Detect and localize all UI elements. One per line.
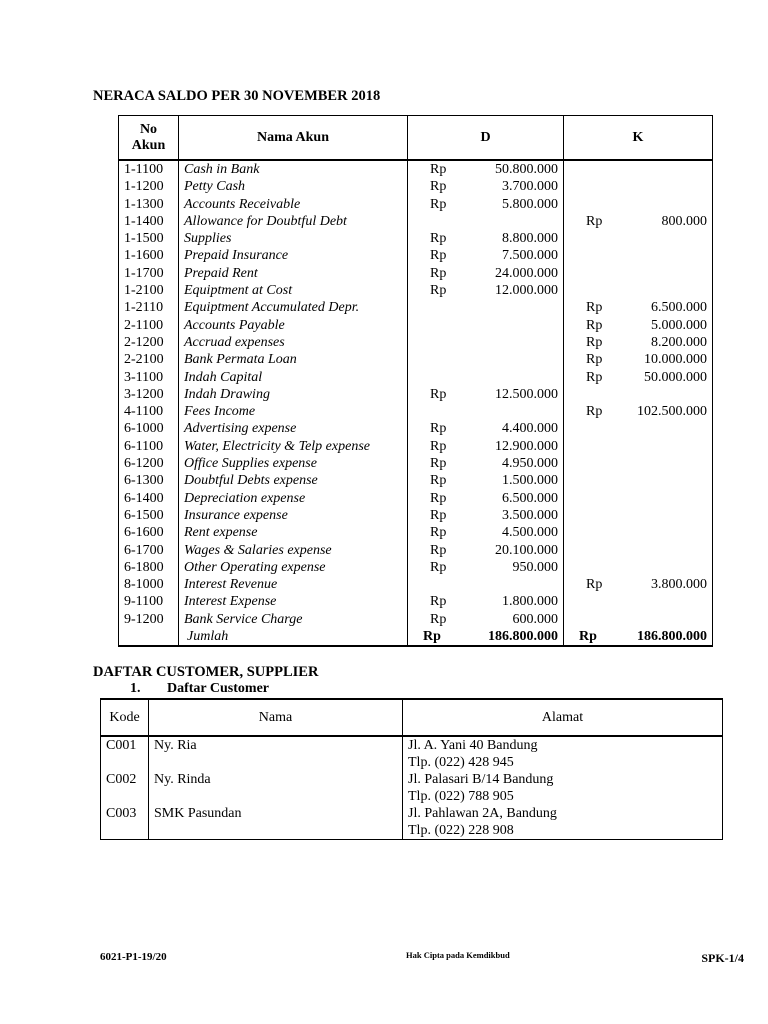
account-no: 6-1600 [119,524,179,541]
customer-list-heading [130,681,269,697]
account-name: Bank Permata Loan [179,351,408,368]
debit-cell [408,455,564,472]
amount: 8.800.000 [502,231,558,247]
address-line: Jl. A. Yani 40 Bandung [408,738,538,753]
address-line: Jl. Palasari B/14 Bandung [408,772,554,787]
credit-cell [564,438,713,455]
table-row [119,160,713,178]
table-row [101,771,723,805]
amount: 3.500.000 [502,507,558,523]
amount: 12.000.000 [495,283,558,299]
phone-line: Tlp. (022) 428 945 [408,755,514,770]
currency: Rp [430,196,447,212]
customer-name: Ny. Rinda [149,771,403,805]
account-no: 1-1600 [119,247,179,264]
customer-address [403,771,723,805]
total-debit [408,628,564,646]
currency: Rp [430,421,447,437]
currency: Rp [586,352,603,368]
account-name: Bank Service Charge [179,611,408,628]
table-row [119,593,713,610]
table-row [119,507,713,524]
debit-cell [408,230,564,247]
account-name: Petty Cash [179,178,408,195]
debit-cell [408,507,564,524]
footer-copyright: Hak Cipta pada Kemdikbud [406,950,510,960]
debit-cell [408,438,564,455]
account-name: Depreciation expense [179,490,408,507]
account-no: 1-1500 [119,230,179,247]
table-row [119,403,713,420]
credit-cell [564,507,713,524]
amount: 12.500.000 [495,386,558,402]
table-row [119,386,713,403]
debit-cell [408,334,564,351]
account-name: Interest Expense [179,593,408,610]
debit-cell [408,490,564,507]
debit-cell [408,386,564,403]
credit-cell [564,386,713,403]
debit-cell [408,196,564,213]
account-no: 1-1300 [119,196,179,213]
account-name: Prepaid Rent [179,265,408,282]
customer-list-number: 1. [130,681,141,696]
table-row [119,247,713,264]
customer-list-title: Daftar Customer [167,681,269,696]
phone-line: Tlp. (022) 228 908 [408,823,514,838]
debit-cell [408,542,564,559]
account-no: 4-1100 [119,403,179,420]
table-row [119,420,713,437]
amount: 800.000 [661,213,707,229]
currency: Rp [430,490,447,506]
account-name: Allowance for Doubtful Debt [179,213,408,230]
account-name: Cash in Bank [179,160,408,178]
amount: 5.000.000 [651,317,707,333]
currency: Rp [579,629,597,645]
customer-address [403,805,723,840]
credit-cell [564,265,713,282]
credit-cell [564,213,713,230]
currency: Rp [430,231,447,247]
credit-cell [564,299,713,316]
total-label: Jumlah [179,628,408,646]
account-name: Equiptment Accumulated Depr. [179,299,408,316]
amount: 4.400.000 [502,421,558,437]
amount: 20.100.000 [495,542,558,558]
debit-cell [408,160,564,178]
debit-cell [408,524,564,541]
customer-name: SMK Pasundan [149,805,403,840]
header-address: Alamat [403,699,723,736]
account-name: Rent expense [179,524,408,541]
account-no: 1-1700 [119,265,179,282]
header-credit: K [564,116,713,161]
table-row [119,265,713,282]
debit-cell [408,247,564,264]
amount: 8.200.000 [651,334,707,350]
account-no: 8-1000 [119,576,179,593]
footer-doc-code: 6021-P1-19/20 [100,951,167,963]
currency: Rp [430,507,447,523]
customer-code: C001 [101,736,149,771]
customer-code: C002 [101,771,149,805]
amount: 5.800.000 [502,196,558,212]
currency: Rp [586,577,603,593]
currency: Rp [586,300,603,316]
currency: Rp [586,334,603,350]
credit-cell [564,524,713,541]
amount: 24.000.000 [495,265,558,281]
amount: 186.800.000 [637,629,707,645]
header-debit: D [408,116,564,161]
credit-cell [564,160,713,178]
account-name: Water, Electricity & Telp expense [179,438,408,455]
customer-address [403,736,723,771]
account-no: 6-1700 [119,542,179,559]
page-title: NERACA SALDO PER 30 NOVEMBER 2018 [93,88,381,104]
credit-cell [564,178,713,195]
account-name: Indah Drawing [179,386,408,403]
currency: Rp [430,594,447,610]
credit-cell [564,403,713,420]
table-row [101,736,723,771]
account-name: Advertising expense [179,420,408,437]
credit-cell [564,369,713,386]
account-no: 6-1800 [119,559,179,576]
debit-cell [408,611,564,628]
debit-cell [408,178,564,195]
currency: Rp [586,317,603,333]
account-name: Fees Income [179,403,408,420]
credit-cell [564,351,713,368]
amount: 4.950.000 [502,456,558,472]
account-no: 6-1200 [119,455,179,472]
debit-cell [408,265,564,282]
account-no: 3-1200 [119,386,179,403]
account-name: Doubtful Debts expense [179,472,408,489]
currency: Rp [430,611,447,627]
credit-cell [564,593,713,610]
table-row [119,455,713,472]
table-row [101,805,723,840]
currency: Rp [430,542,447,558]
debit-cell [408,351,564,368]
amount: 950.000 [512,559,558,575]
account-no: 6-1400 [119,490,179,507]
amount: 102.500.000 [637,404,707,420]
currency: Rp [430,283,447,299]
credit-cell [564,420,713,437]
table-row [119,472,713,489]
amount: 6.500.000 [502,490,558,506]
currency: Rp [423,629,441,645]
table-row [119,230,713,247]
table-row [119,559,713,576]
amount: 12.900.000 [495,438,558,454]
account-name: Insurance expense [179,507,408,524]
currency: Rp [430,162,447,177]
account-no: 9-1200 [119,611,179,628]
debit-cell [408,576,564,593]
account-name: Prepaid Insurance [179,247,408,264]
table-row [119,282,713,299]
table-row [119,542,713,559]
header-account-name: Nama Akun [179,116,408,161]
table-row [119,213,713,230]
amount: 1.500.000 [502,473,558,489]
debit-cell [408,213,564,230]
credit-cell [564,317,713,334]
account-no: 6-1000 [119,420,179,437]
account-name: Accruad expenses [179,334,408,351]
table-row [119,490,713,507]
account-name: Accounts Receivable [179,196,408,213]
credit-cell [564,559,713,576]
debit-cell [408,472,564,489]
account-name: Indah Capital [179,369,408,386]
credit-cell [564,611,713,628]
account-no: 1-1200 [119,178,179,195]
footer-page: SPK-1/4 [701,951,744,965]
table-row [119,576,713,593]
amount: 3.800.000 [651,577,707,593]
debit-cell [408,420,564,437]
currency: Rp [430,456,447,472]
account-name: Office Supplies expense [179,455,408,472]
account-no: 6-1100 [119,438,179,455]
account-no: 1-2110 [119,299,179,316]
currency: Rp [430,525,447,541]
total-credit [564,628,713,646]
customer-name: Ny. Ria [149,736,403,771]
debit-cell [408,559,564,576]
amount: 600.000 [512,611,558,627]
amount: 7.500.000 [502,248,558,264]
credit-cell [564,455,713,472]
amount: 10.000.000 [644,352,707,368]
currency: Rp [430,559,447,575]
amount: 186.800.000 [488,629,558,645]
table-row [119,611,713,628]
table-row [119,178,713,195]
header-name: Nama [149,699,403,736]
debit-cell [408,369,564,386]
credit-cell [564,334,713,351]
currency: Rp [430,438,447,454]
phone-line: Tlp. (022) 788 905 [408,789,514,804]
total-row [119,628,713,646]
account-no: 1-2100 [119,282,179,299]
account-no: 2-1100 [119,317,179,334]
credit-cell [564,576,713,593]
amount: 6.500.000 [651,300,707,316]
account-name: Interest Revenue [179,576,408,593]
amount: 50.000.000 [644,369,707,385]
account-no: 3-1100 [119,369,179,386]
account-name: Wages & Salaries expense [179,542,408,559]
currency: Rp [430,248,447,264]
amount: 1.800.000 [502,594,558,610]
currency: Rp [586,213,603,229]
credit-cell [564,247,713,264]
credit-cell [564,196,713,213]
table-row [119,196,713,213]
header-code: Kode [101,699,149,736]
table-row [119,299,713,316]
amount: 3.700.000 [502,179,558,195]
credit-cell [564,472,713,489]
debit-cell [408,317,564,334]
currency: Rp [430,179,447,195]
section-title: DAFTAR CUSTOMER, SUPPLIER [93,664,319,680]
customer-header [101,699,723,736]
account-name: Supplies [179,230,408,247]
debit-cell [408,299,564,316]
account-name: Other Operating expense [179,559,408,576]
table-row [119,351,713,368]
table-row [119,524,713,541]
account-no: 1-1100 [119,160,179,178]
trial-balance-table [118,115,713,647]
account-no: 1-1400 [119,213,179,230]
currency: Rp [586,404,603,420]
header-account-no: No Akun [119,116,179,161]
credit-cell [564,490,713,507]
account-no: 2-2100 [119,351,179,368]
table-row [119,334,713,351]
customer-code: C003 [101,805,149,840]
table-row [119,317,713,334]
account-no: 6-1300 [119,472,179,489]
trial-balance-header [119,116,713,161]
account-no: 6-1500 [119,507,179,524]
amount: 50.800.000 [495,162,558,177]
debit-cell [408,282,564,299]
table-row [119,369,713,386]
credit-cell [564,230,713,247]
currency: Rp [430,473,447,489]
total-empty [119,628,179,646]
account-no: 9-1100 [119,593,179,610]
credit-cell [564,542,713,559]
credit-cell [564,282,713,299]
account-name: Accounts Payable [179,317,408,334]
amount: 4.500.000 [502,525,558,541]
address-line: Jl. Pahlawan 2A, Bandung [408,806,557,821]
currency: Rp [430,386,447,402]
debit-cell [408,593,564,610]
currency: Rp [430,265,447,281]
currency: Rp [586,369,603,385]
account-name: Equiptment at Cost [179,282,408,299]
table-row [119,438,713,455]
customer-table [100,698,723,840]
account-no: 2-1200 [119,334,179,351]
debit-cell [408,403,564,420]
